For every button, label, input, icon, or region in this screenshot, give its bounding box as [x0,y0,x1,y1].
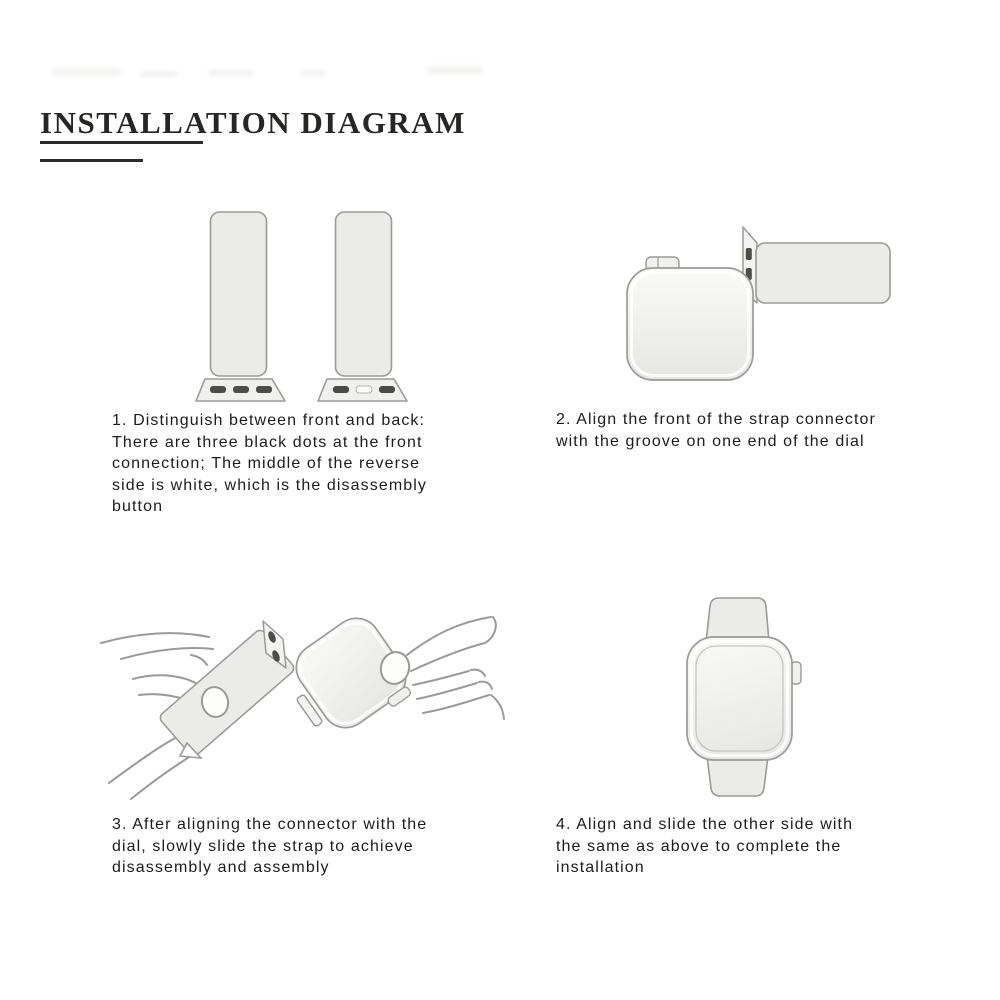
step-1-caption [112,410,427,518]
step2-align-illustration [598,215,908,390]
step3-slide-illustration [95,575,505,810]
back-dot-right [379,386,395,393]
scan-artifact [140,71,178,77]
caption-line: 3. After aligning the connector with the [112,816,428,833]
caption-line: 1. Distinguish between front and back: [112,412,426,429]
scan-artifact [428,66,483,75]
scan-artifact [52,68,122,76]
disassembly-button [356,386,372,393]
page-title: INSTALLATION DIAGRAM [40,104,466,140]
caption-line: disassembly and assembly [112,859,330,876]
top-strap [706,598,769,642]
watch-dial [627,257,753,380]
step-4-caption [556,814,853,879]
strap-back [318,212,407,401]
bottom-strap [707,756,768,796]
back-dot-left [333,386,349,393]
title-underline-long [40,141,203,144]
caption-line: 2. Align the front of the strap connector [556,411,876,428]
caption-line: There are three black dots at the front [112,433,423,451]
caption-line: side is white, which is the disassembly [112,476,428,494]
front-dot-2 [233,386,249,393]
title-underline-short [40,159,143,162]
step-3-caption [112,814,427,879]
caption-line: button [112,498,164,515]
watch-body [687,637,792,760]
step4-complete-watch-illustration [655,590,855,805]
scan-artifact [208,69,254,76]
strap-front [196,212,285,401]
scan-artifact [300,70,326,76]
front-dot-1 [210,386,226,393]
caption-line: installation [556,859,645,876]
caption-line: the same as above to complete the [556,837,842,855]
caption-line: with the groove on one end of the dial [556,432,865,450]
step-2-caption [556,409,876,452]
caption-line: dial, slowly slide the strap to achieve [112,837,414,855]
caption-line: 4. Align and slide the other side with [556,816,854,833]
step1-straps-illustration [180,205,420,405]
caption-line: connection; The middle of the reverse [112,455,421,472]
front-dot-3 [256,386,272,393]
strap-band [756,243,890,303]
